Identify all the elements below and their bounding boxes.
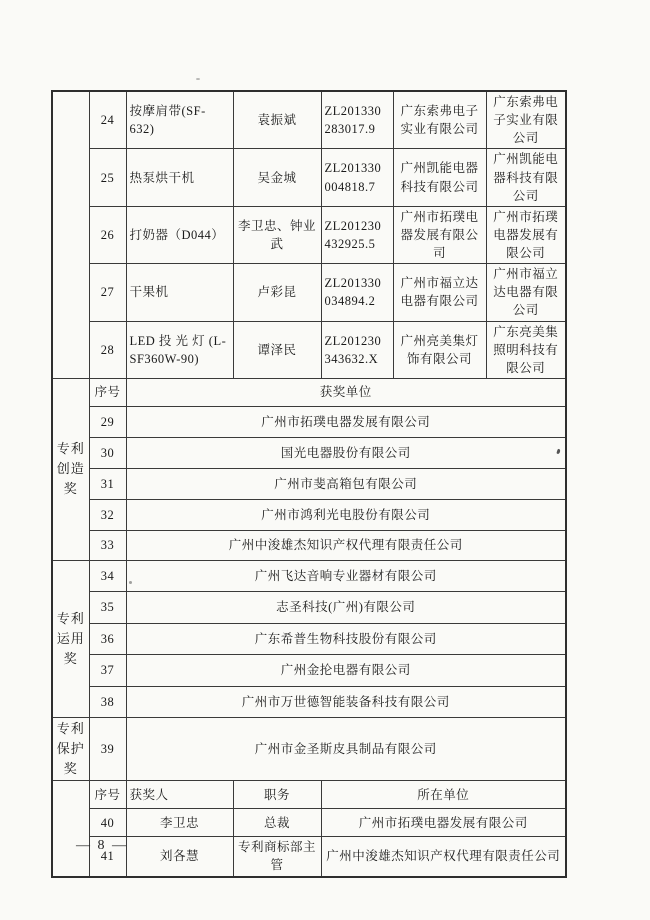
winner-unit: 广州市福立达电器有限公司: [393, 264, 486, 321]
scan-speck: [129, 581, 132, 584]
award-category-cell: [52, 378, 89, 560]
winner-name: 刘各慧: [126, 837, 233, 877]
table-row: [52, 91, 566, 149]
awarded-unit: 广东希普生物科技股份有限公司: [126, 623, 566, 654]
winner-name: 李卫忠: [126, 809, 233, 837]
product-name: 热泵烘干机: [126, 149, 233, 206]
awarded-unit: 广州市金圣斯皮具制品有限公司: [126, 717, 566, 780]
column-header-no: 序号: [89, 378, 126, 406]
patent-number-text: ZL201230432925.5: [324, 218, 382, 251]
patent-number: [321, 321, 393, 378]
row-number: 28: [89, 321, 126, 378]
table-row: [52, 406, 566, 437]
winner-unit: 广州市拓璞电器发展有限公司: [393, 206, 486, 263]
row-number: 31: [89, 468, 126, 499]
award-category-cell: [52, 717, 89, 780]
row-number: 27: [89, 264, 126, 321]
table-row: [52, 321, 566, 378]
column-header-winner: 获奖人: [126, 781, 233, 809]
table-row-header: [52, 781, 566, 809]
row-number: 41: [89, 837, 126, 877]
table-row: [52, 591, 566, 623]
column-header-position: 职务: [233, 781, 321, 809]
table-row: [52, 437, 566, 468]
patent-number: [321, 91, 393, 149]
awarded-unit: 广州市鸿利光电股份有限公司: [126, 499, 566, 530]
row-number: 34: [89, 560, 126, 591]
awarded-unit: 广州金抡电器有限公司: [126, 654, 566, 686]
winner-unit: 广州市拓璞电器发展有限公司: [321, 809, 566, 837]
row-number: 26: [89, 206, 126, 263]
award-category-label: 专利运用奖: [56, 610, 85, 666]
awards-table: [51, 90, 567, 878]
row-number: 40: [89, 809, 126, 837]
row-number: 32: [89, 499, 126, 530]
product-name: 打奶器（D044）: [126, 206, 233, 263]
winner-name: 吴金城: [233, 149, 321, 206]
patentee-unit: 广东索弗电子实业有限公司: [486, 91, 566, 149]
product-name: 按摩肩带(SF-632): [126, 91, 233, 149]
awarded-unit: 广州市拓璞电器发展有限公司: [126, 406, 566, 437]
patent-number: [321, 206, 393, 263]
award-category-cell: [52, 560, 89, 717]
patentee-unit: 广州市拓璞电器发展有限公司: [486, 206, 566, 263]
row-number: 29: [89, 406, 126, 437]
product-name: LED 投 光 灯 (L-SF360W-90): [126, 321, 233, 378]
table-row: [52, 837, 566, 877]
table-row: [52, 530, 566, 560]
table-row: [52, 468, 566, 499]
column-header-unit: 所在单位: [321, 781, 566, 809]
table-row: [52, 206, 566, 263]
row-number: 25: [89, 149, 126, 206]
winner-unit: 广东索弗电子实业有限公司: [393, 91, 486, 149]
award-category-cell-empty: [52, 91, 89, 378]
patent-number-text: ZL201230343632.X: [324, 333, 382, 366]
award-category-cell-empty: [52, 781, 89, 877]
winner-name: 李卫忠、钟业武: [233, 206, 321, 263]
patentee-unit: 广州市福立达电器有限公司: [486, 264, 566, 321]
table-row: [52, 560, 566, 591]
page-number: — 8 —: [76, 838, 128, 853]
winner-name: 袁振斌: [233, 91, 321, 149]
row-number: 37: [89, 654, 126, 686]
awarded-unit: 志圣科技(广州)有限公司: [126, 591, 566, 623]
winner-name: 谭泽民: [233, 321, 321, 378]
awarded-unit: 广州飞达音响专业器材有限公司: [126, 560, 566, 591]
table-row: [52, 149, 566, 206]
table-row: [52, 623, 566, 654]
patent-number-text: ZL201330034894.2: [324, 276, 382, 309]
awarded-unit: 广州中浚雄杰知识产权代理有限责任公司: [126, 530, 566, 560]
column-header-no: 序号: [89, 781, 126, 809]
column-header-unit: 获奖单位: [126, 378, 566, 406]
row-number: 38: [89, 686, 126, 717]
winner-position: 专利商标部主管: [233, 837, 321, 877]
table-row: [52, 654, 566, 686]
winner-position: 总裁: [233, 809, 321, 837]
winner-unit: 广州亮美集灯饰有限公司: [393, 321, 486, 378]
table-row: [52, 499, 566, 530]
table-row-header: [52, 378, 566, 406]
scan-speck: [196, 78, 200, 80]
patentee-unit: 广东亮美集照明科技有限公司: [486, 321, 566, 378]
award-category-label: 专利保护奖: [56, 720, 85, 777]
winner-unit: 广州凯能电器科技有限公司: [393, 149, 486, 206]
row-number: 39: [89, 717, 126, 780]
awarded-unit: 国光电器股份有限公司: [126, 437, 566, 468]
patentee-unit: 广州凯能电器科技有限公司: [486, 149, 566, 206]
patent-number-text: ZL201330004818.7: [324, 161, 382, 194]
award-category-label: 专利创造奖: [56, 441, 85, 497]
awarded-unit: 广州市斐高箱包有限公司: [126, 468, 566, 499]
patent-number: [321, 264, 393, 321]
table-row: [52, 686, 566, 717]
patent-number-text: ZL201330283017.9: [324, 104, 382, 137]
patent-number: [321, 149, 393, 206]
winner-name: 卢彩昆: [233, 264, 321, 321]
row-number: 35: [89, 591, 126, 623]
table-row: [52, 809, 566, 837]
row-number: 30: [89, 437, 126, 468]
row-number: 36: [89, 623, 126, 654]
table-row: [52, 264, 566, 321]
table-row: [52, 717, 566, 780]
winner-unit: 广州中浚雄杰知识产权代理有限责任公司: [321, 837, 566, 877]
row-number: 24: [89, 91, 126, 149]
product-name: 干果机: [126, 264, 233, 321]
awarded-unit: 广州市万世德智能装备科技有限公司: [126, 686, 566, 717]
row-number: 33: [89, 530, 126, 560]
